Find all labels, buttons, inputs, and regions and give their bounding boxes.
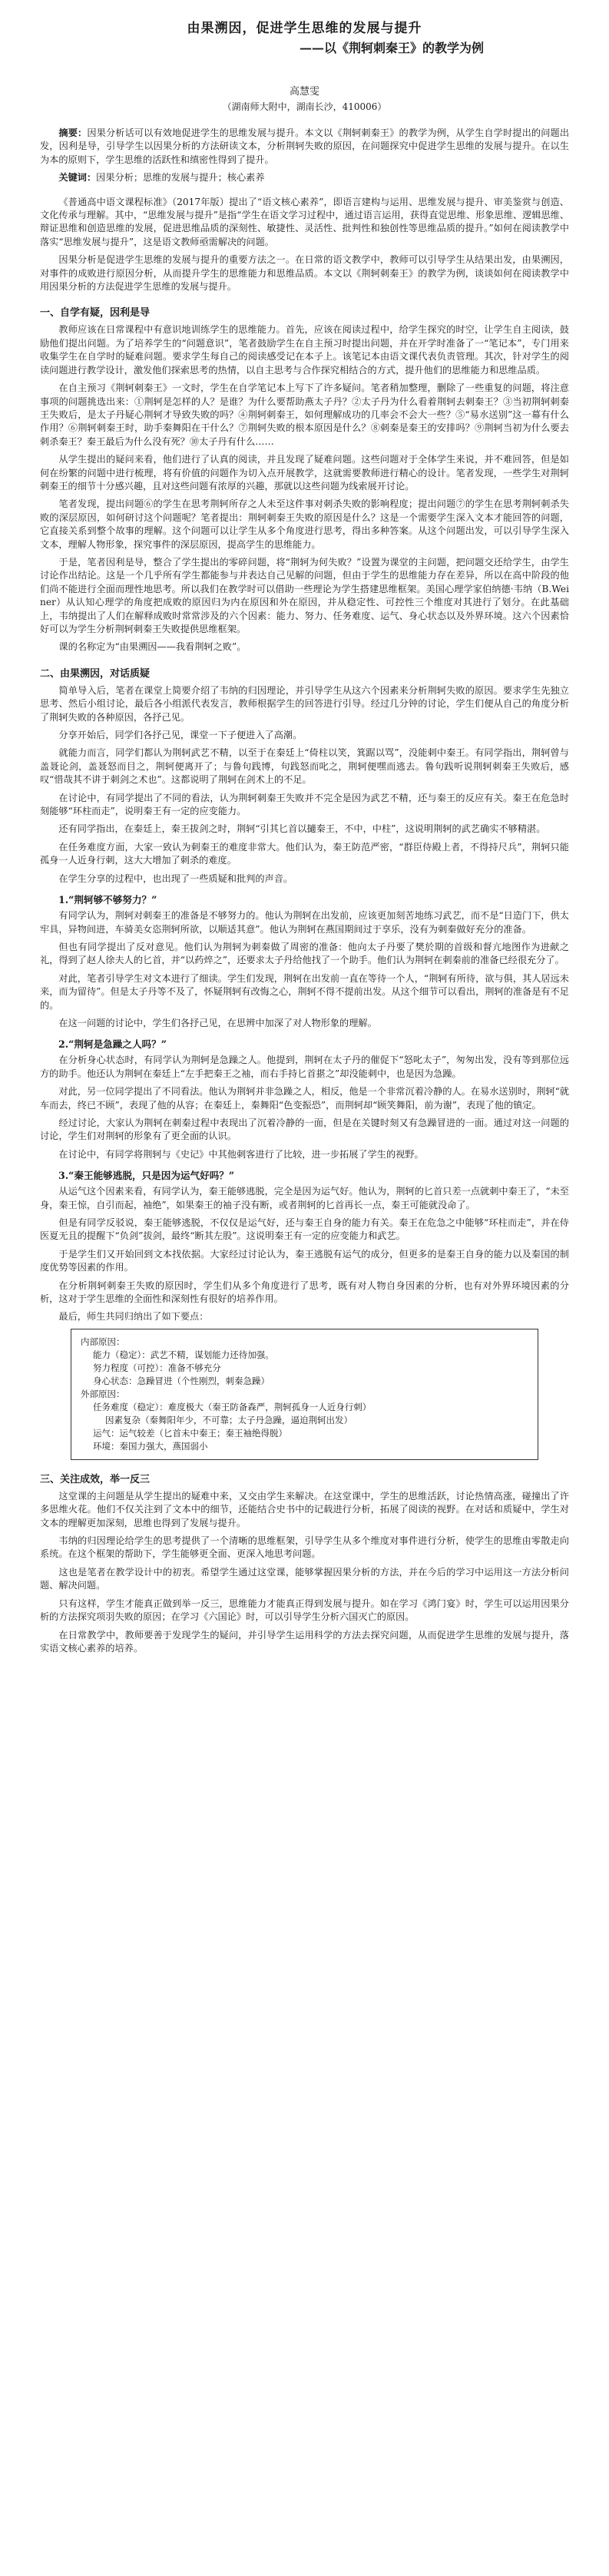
section-heading: 一、自学有疑，因利是导 xyxy=(40,307,151,320)
section-paragraph: 在日常教学中，教师要善于发现学生的疑问，并引导学生运用科学的方法去探究问题，从而促进学生思维的发展与提升，落实语文核心素养的培养。 xyxy=(40,1629,569,1654)
subsection-heading: 3.“秦王能够逃脱，只是因为运气好吗？” xyxy=(58,1170,235,1182)
summary-row: 外部原因： xyxy=(81,1388,125,1399)
section-paragraph: 课的名称定为“由果溯因——我看荆轲之败”。 xyxy=(58,641,247,653)
section-paragraph: 就能力而言，同学们都认为荆轲武艺不精，以至于在秦廷上“倚柱以笑，箕踞以骂”，没能刺中秦王。有同学指出，荆轲曾与盖聂论剑，盖聂怒而目之，荆轲便离开了；与鲁句践博，句践怒而叱之，荆轲便嘿而逃去。鲁句践听说荆轲刺秦王失败后，感叹“惜哉其不讲于刺剑之术也”。这都说明了荆轲在剑术上的不足。 xyxy=(40,747,569,786)
keywords xyxy=(40,171,569,184)
section-paragraph: 教师应该在日常课程中有意识地训练学生的思维能力。首先，应该在阅读过程中，给学生探究的时空，让学生自主阅读，鼓励他们提出问题。为了培养学生的“问题意识”，笔者鼓励学生在自主预习时提出问题，并在开学时准备了一“笔记本”，专门用来收集学生在自学时的疑难问题。要求学生每自己的阅读感受记在本子上。该笔记本由语文课代表负责管理。其次，针对学生的阅读问题进行教学设计，激发他们探索思考的热情，以自主思考与合作探究相结合的方式，提升他们的思维能力和思维品质。 xyxy=(40,324,569,376)
section-paragraph: 韦纳的归因理论给学生的思考提供了一个清晰的思维框架，引导学生从多个维度对事件进行分析，使学生的思维由零散走向系统。在这个框架的帮助下，学生能够更全面、更深入地思考问题。 xyxy=(40,1535,569,1560)
summary-row: 任务难度（稳定）：难度极大（秦王防备森严，荆轲孤身一人近身行刺） xyxy=(93,1401,372,1412)
section-paragraph: 在讨论中，有同学将荆轲与《史记》中其他刺客进行了比较，进一步拓展了学生的视野。 xyxy=(58,1148,424,1160)
summary-box xyxy=(71,1329,538,1460)
section-paragraph: 在分析荆轲刺秦王失败的原因时，学生们从多个角度进行了思考，既有对人物自身因素的分析，也有对外界环境因素的分析，这对于学生思维的全面性和深刻性有很好的培养作用。 xyxy=(40,1280,569,1305)
intro-paragraph: 因果分析是促进学生思维的发展与提升的重要方法之一。在日常的语文教学中，教师可以引导学生从结果出发，由果溯因，对事件的成败进行原因分析，从而提升学生的思维能力和思维品质。本文以《荆轲刺秦王》的教学为例，谈谈如何在阅读教学中用因果分析的方法促进学生思维的发展与提升。 xyxy=(40,254,569,293)
section-paragraph: 在学生分享的过程中，也出现了一些质疑和批判的声音。 xyxy=(58,872,293,884)
section-paragraph: 对此，另一位同学提出了不同看法。他认为荆轲并非急躁之人，相反，他是一个非常沉着冷静的人。在易水送别时，荆轲“就车而去，终已不顾”，表现了他的从容；在秦廷上，秦舞阳“色变振恐”，而荆轲却“顾笑舞阳，前为谢”，表现了他的镇定。 xyxy=(40,1086,569,1111)
section-paragraph: 还有同学指出，在秦廷上，秦王拔剑之时，荆轲“引其匕首以擿秦王，不中，中柱”，这说明荆轲的武艺确实不够精湛。 xyxy=(58,823,546,835)
summary-row: 能力（稳定）：武艺不精，谋划能力还待加强。 xyxy=(93,1349,274,1360)
section-paragraph: 在讨论中，有同学提出了不同的看法，认为荆轲刺秦王失败并不完全是因为武艺不精，还与秦王的反应有关。秦王在危急时刻能够“环柱而走”，说明秦王有一定的应变能力。 xyxy=(40,792,569,817)
paper-title: 由果溯因，促进学生思维的发展与提升 xyxy=(187,21,422,36)
summary-row: 运气：运气较差（匕首未中秦王；秦王袖绝得脱） xyxy=(93,1427,287,1439)
section-paragraph: 于是学生们又开始回到文本找依据。大家经过讨论认为，秦王逃脱有运气的成分，但更多的是秦王自身的能力以及秦国的制度优势等因素的作用。 xyxy=(40,1248,569,1273)
keywords-label: 关键词： xyxy=(58,172,97,184)
abstract-text: 因果分析话可以有效地促进学生的思维发展与提升。本文以《荆轲刺秦王》的教学为例，从学生自学时提出的问题出发，因利是导，引导学生以因果分析的方法研读文本，分析荆轲失败的原因，在问题探究中促进学生思维的发展与提升。在以生为本的原则下，学生思维的活跃性和缜密性得到了提升。 xyxy=(40,127,570,165)
abstract xyxy=(40,127,569,167)
section-paragraph: 笔者发现，提出问题⑥的学生在思考荆轲所存之人未至这件事对刺杀失败的影响程度；提出问题⑦的学生在思考荆轲刺杀失败的深层原因，如何研讨这个问题呢？笔者提出：荆轲刺秦王失败的原因是什么？这是一个需要学生深入文本才能回答的问题，它直接关系到整个故事的理解。这个问题可以让学生从多个角度进行思考，得出多种答案。从这个问题出发，可以引导学生深入文本，理解人物形象，探究事件的深层原因，提高学生的思维能力。 xyxy=(40,498,569,550)
paper-subtitle: ——以《荆轲刺秦王》的教学为例 xyxy=(299,41,484,55)
section-paragraph: 但是有同学反驳说，秦王能够逃脱，不仅仅是运气好，还与秦王自身的能力有关。秦王在危急之中能够“环柱而走”，并在侍医夏无且的提醒下“负剑”拔剑，最终“断其左股”。这说明秦王有一定的应变能力和武艺。 xyxy=(40,1217,569,1242)
section-paragraph: 在任务难度方面，大家一致认为刺秦王的难度非常大。他们认为，秦王防范严密，“群臣侍殿上者，不得持尺兵”，荆轲只能孤身一人近身行刺，这大大增加了刺杀的难度。 xyxy=(40,841,569,866)
section-paragraph: 分享开始后，同学们各抒己见，课堂一下子便进入了高潮。 xyxy=(58,730,303,741)
author-affiliation: （湖南师大附中，湖南长沙，410006） xyxy=(222,101,387,112)
section-paragraph: 在分析身心状态时，有同学认为荆轲是急躁之人。他提到，荆轲在太子丹的催促下“怒叱太子”，匆匆出发，没有等到那位远方的助手。他还认为荆轲在秦廷上“左手把秦王之袖，而右手持匕首揕之”却没能刺中，也是因为急躁。 xyxy=(40,1055,569,1079)
subsection-heading: 1.“荆轲够不够努力？” xyxy=(58,894,157,906)
section-paragraph: 经过讨论，大家认为荆轲在刺秦过程中表现出了沉着冷静的一面，但是在关键时刻又有急躁冒进的一面。通过对这一问题的讨论，学生们对荆轲的形象有了更全面的认识。 xyxy=(40,1117,569,1142)
intro-paragraph: 《普通高中语文课程标准》（2017年版）提出了“语文核心素养”，即语言建构与运用、思维发展与提升、审美鉴赏与创造、文化传承与理解。其中，“思维发展与提升”是指“学生在语文学习过程中，通过语言运用，获得直觉思维、形象思维、逻辑思维、辩证思维和创造思维的发展，促进思维品质的深刻性、敏捷性、灵活性、批判性和独创性等思维品质的提升。”如何在阅读教学中落实“思维发展与提升”，这是语文教师亟需解决的问题。 xyxy=(40,196,570,247)
section-paragraph: 这堂课的主问题是从学生提出的疑难中来，又交由学生来解决。在这堂课中，学生的思维活跃，讨论热情高涨，碰撞出了许多思维火花。他们不仅关注到了文本中的细节，还能结合史书中的记载进行分析，拓展了阅读的视野。在对话和质疑中，学生对文本的理解更加深刻，思维也得到了发展与提升。 xyxy=(40,1490,569,1528)
section-paragraph: 有同学认为，荆轲对刺秦王的准备是不够努力的。他认为荆轲在出发前，应该更加刻苦地练习武艺，而不是“日造门下，供太牢具，异物间进，车骑美女恣荆轲所欲，以顺适其意”。他认为荆轲在燕国期间过于享乐，没有为刺秦做好充分的准备。 xyxy=(40,910,569,935)
section-paragraph: 这也是笔者在教学设计中的初衷。希望学生通过这堂课，能够掌握因果分析的方法，并在今后的学习中运用这一方法分析问题、解决问题。 xyxy=(40,1566,569,1591)
section-paragraph: 对此，笔者引导学生对文本进行了细读。学生们发现，荆轲在出发前一直在等待一个人，“荆轲有所待，欲与俱，其人居远未来，而为留待”。但是太子丹等不及了，怀疑荆轲有改悔之心，荆轲不得不提前出发。从这个细节可以看出，荆轲的准备是有不足的。 xyxy=(40,972,569,1011)
section-paragraph: 只有这样，学生才能真正做到举一反三，思维能力才能真正得到发展与提升。如在学习《鸿门宴》时，学生可以运用因果分析的方法探究项羽失败的原因；在学习《六国论》时，可以引导学生分析六国灭亡的原因。 xyxy=(40,1598,569,1623)
summary-row: 因素复杂（秦舞阳年少，不可靠；太子丹急躁，逼迫荆轲出发） xyxy=(105,1414,352,1425)
subsection-heading: 2.“荆轲是急躁之人吗？” xyxy=(58,1038,167,1051)
section-paragraph: 简单导入后，笔者在课堂上简要介绍了韦纳的归因理论，并引导学生从这六个因素来分析荆轲失败的原因。要求学生先独立思考、然后小组讨论，最后各小组派代表发言，教师根据学生的回答进行引导。经过几分钟的讨论，学生们便从自己的角度分析了荆轲失败的各种原因，各抒己见。 xyxy=(40,684,569,723)
section-paragraph: 从运气这个因素来看，有同学认为，秦王能够逃脱，完全是因为运气好。他认为，荆轲的匕首只差一点就刺中秦王了，“未至身，秦王惊，自引而起，袖绝”，如果秦王的袖子没有断，或者荆轲的匕首再长一点，秦王可能就没命了。 xyxy=(40,1186,569,1210)
section-heading: 二、由果溯因，对话质疑 xyxy=(40,667,151,680)
abstract-label: 摘要： xyxy=(58,127,88,138)
section-paragraph: 在自主预习《荆轲刺秦王》一文时，学生在自学笔记本上写下了许多疑问。笔者稍加整理，删除了一些重复的问题，将注意事项的问题挑选出来：①荆轲是怎样的人？是谁？为什么要帮助燕太子丹？②太子丹为什么看着荆轲去刺秦王？③当初荆轲刺秦王失败后，是太子丹疑心荆轲才导致失败的吗？④荆轲刺秦王，如何理解成功的几率会不会大一些？⑤“易水送别”这一幕有什么作用？⑥荆轲刺秦王时，助手秦舞阳在干什么？⑦荆轲失败的根本原因是什么？⑧刺秦是秦王的安排吗？⑨荆轲当初为什么要去刺杀秦王？秦王最后为什么没有死？⑩太子丹有什么…… xyxy=(40,382,569,447)
summary-row: 身心状态：急躁冒进（个性刚烈，刺秦急躁） xyxy=(93,1375,270,1386)
summary-row: 内部原因： xyxy=(81,1336,125,1347)
summary-row: 环境：秦国力强大，燕国弱小 xyxy=(93,1440,208,1452)
summary-intro: 最后，师生共同归纳出了如下要点： xyxy=(58,1311,209,1323)
section-paragraph: 从学生提出的疑问来看，他们进行了认真的阅读，并且发现了疑难问题。这些问题对于全体学生来说，并不难回答，但是如何在纷繁的问题中进行梳理，将有价值的问题作为切入点开展教学，这就需要教师进行精心的设计。笔者发现，一些学生对荆轲刺秦王的细节十分感兴趣，且对这些问题有浓厚的兴趣，那就以这些问题为线索展开讨论。 xyxy=(40,454,569,492)
article-body xyxy=(40,127,569,1660)
section-paragraph: 在这一问题的讨论中，学生们各抒己见，在思辨中加深了对人物形象的理解。 xyxy=(58,1017,377,1028)
section-heading: 三、关注成效，举一反三 xyxy=(40,1473,151,1485)
keywords-text: 因果分析；思维的发展与提升；核心素养 xyxy=(96,172,265,184)
section-paragraph: 但也有同学提出了反对意见。他们认为荆轲为刺秦做了周密的准备：他向太子丹要了樊於期的首级和督亢地图作为进献之礼，得到了赵人徐夫人的匕首，并“以药焠之”，还要求太子丹给他找了一个助手。他们认为荆轲在刺秦前的准备已经很充分了。 xyxy=(40,941,569,966)
section-paragraph: 于是，笔者因利是导，整合了学生提出的零碎问题，将“荆轲为何失败？”设置为课堂的主问题，把问题交还给学生，由学生讨论作出结论。这是一个几乎所有学生都能参与并表达自己见解的问题，但由于学生的思维能力存在差异，所以在高中阶段的他们尚不能进行全面而理性地思考。所以我们在教学时可以借助一些理论为学生搭建思维框架。美国心理学家伯纳德·韦纳（B.Weiner）从认知心理学的角度把成败的原因归为内在原因和外在原因，并从稳定性、可控性三个维度对其进行了划分。在此基础上，韦纳提出了人们在解释成败时常常涉及的六个因素：能力、努力、任务难度、运气、身心状态以及外界环境。这六个因素恰好可以为学生分析荆轲刺秦王失败提供思维框架。 xyxy=(40,556,569,634)
author-name: 高慧雯 xyxy=(289,86,319,98)
summary-row: 努力程度（可控）：准备不够充分 xyxy=(93,1362,221,1373)
